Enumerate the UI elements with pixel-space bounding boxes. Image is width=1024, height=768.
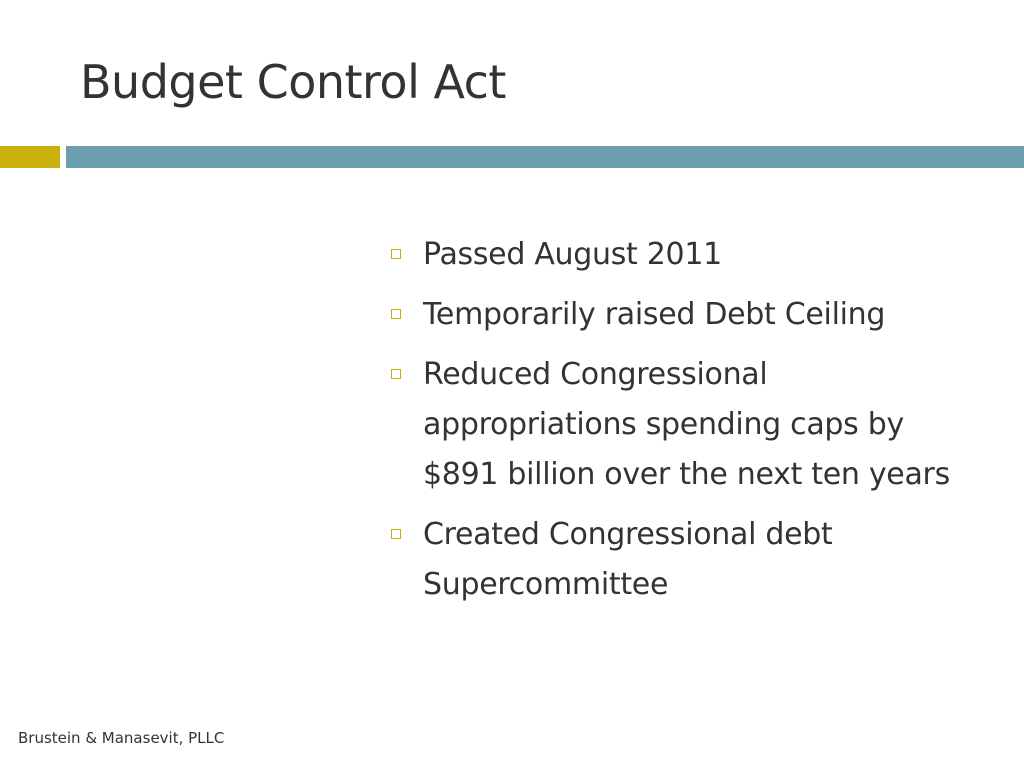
bullet-text: Temporarily raised Debt Ceiling xyxy=(423,297,886,332)
title-accent-teal-bar xyxy=(66,146,1024,168)
bullet-text: Created Congressional debt Supercommittee xyxy=(423,517,833,602)
bullet-item xyxy=(383,230,983,280)
bullet-item xyxy=(383,510,983,610)
bullet-list xyxy=(383,230,983,620)
footer-firm-name: Brustein & Manasevit, PLLC xyxy=(18,729,225,747)
hollow-square-bullet-icon xyxy=(391,249,401,259)
bullet-item xyxy=(383,350,983,500)
bullet-item xyxy=(383,290,983,340)
hollow-square-bullet-icon xyxy=(391,309,401,319)
hollow-square-bullet-icon xyxy=(391,369,401,379)
slide-title: Budget Control Act xyxy=(80,55,506,109)
bullet-text: Reduced Congressional appropriations spending caps by $891 billion over the next ten years xyxy=(423,357,950,492)
bullet-text: Passed August 2011 xyxy=(423,237,722,272)
title-accent-gold-block xyxy=(0,146,60,168)
hollow-square-bullet-icon xyxy=(391,529,401,539)
